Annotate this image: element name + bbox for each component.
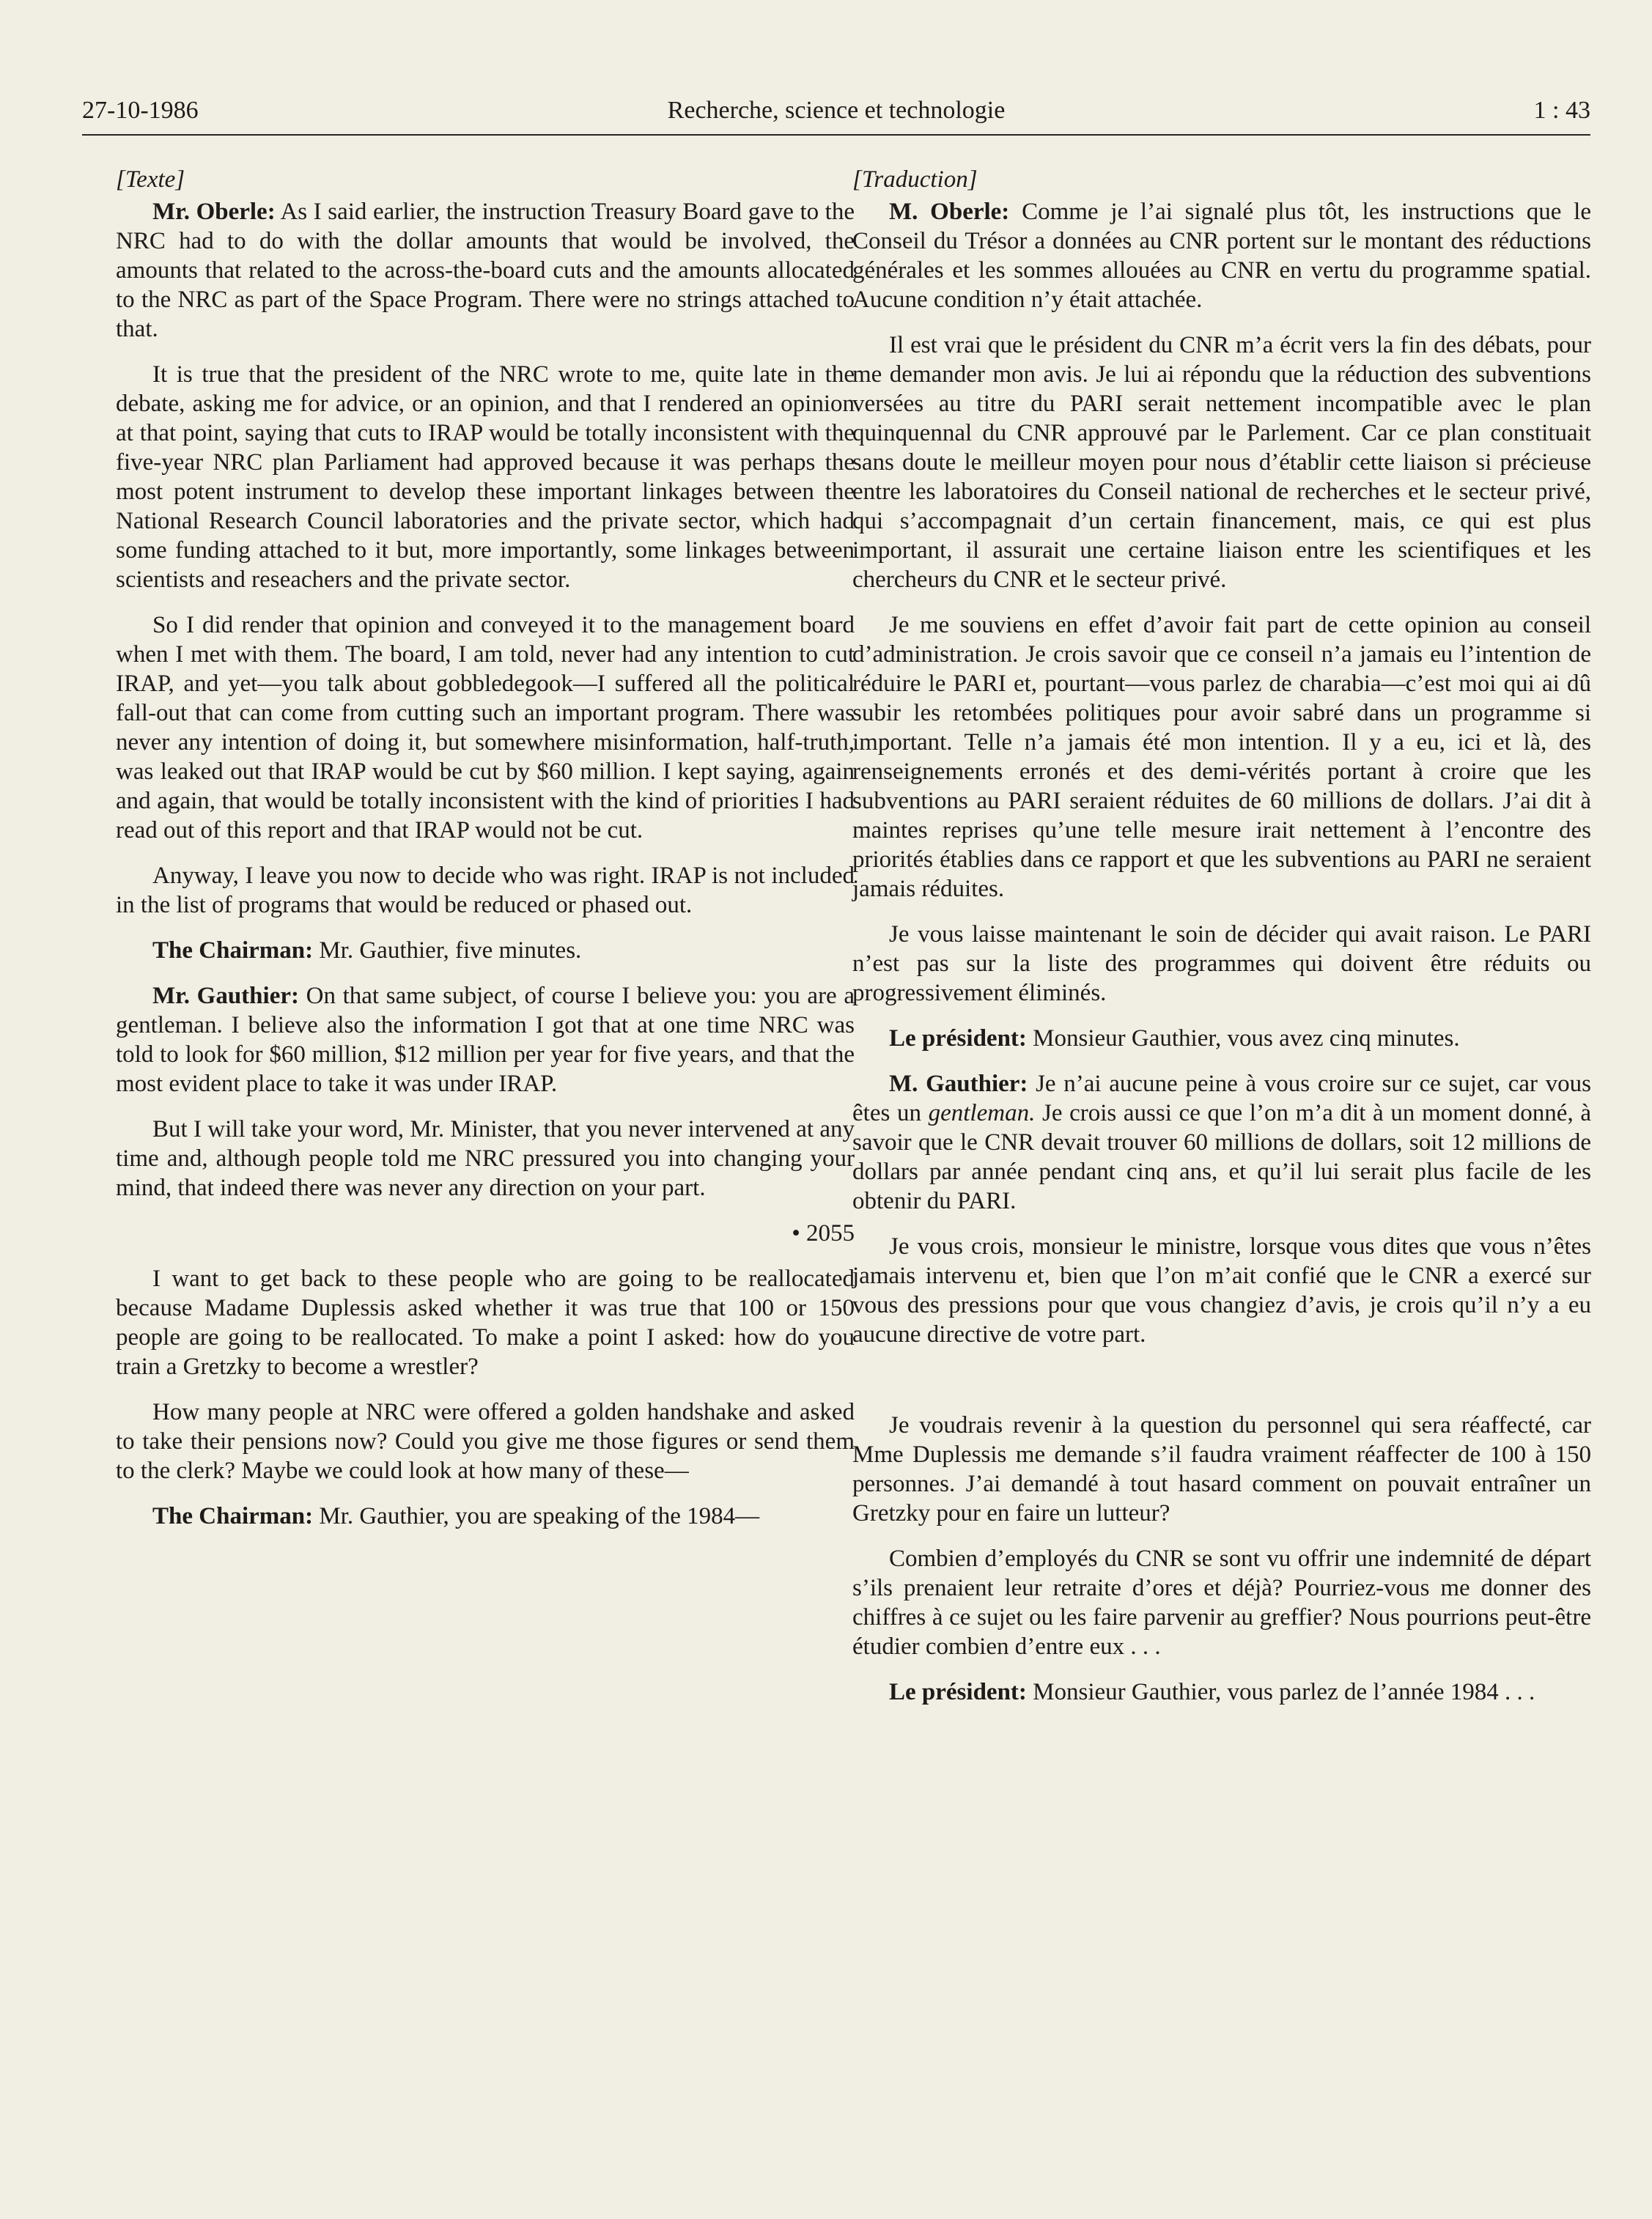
speaker-name: M. Gauthier: [889,1071,1028,1097]
speech-text: Monsieur Gauthier, vous parlez de l’année 1984 . . . [1026,1679,1535,1705]
speaker-name: Mr. Gauthier: [152,983,299,1009]
paragraph: Il est vrai que le président du CNR m’a écrit vers la fin des débats, pour me demander mon avis. Je lui ai répondu que la réduction des subventions versées au titre du PARI serait nettement incompatible avec le plan quinquennal du CNR approuvé par le Parlement. Car ce plan constituait sans doute le meilleur moyen pour nous d’établir cette liaison si précieuse entre les laboratoires du Conseil national de recherches et le secteur privé, qui s’accompagnait d’un certain financement, mais, ce qui est plus important, il assurait une certaine liaison entre les scientifiques et les chercheurs du CNR et le secteur privé. [852,332,1591,593]
speech-text: Je n’ai aucune peine à vous croire sur ce sujet, car vous êtes un [852,1071,1591,1126]
text-tag: [Texte] [116,166,185,193]
paragraph: Je vous crois, monsieur le ministre, lorsque vous dites que vous n’êtes jamais intervenu et, bien que l’on m’ait confié que le CNR a exercé sur vous des pressions pour que vous changiez d’avis, je crois qu’il n’y a eu aucune directive de votre part. [852,1233,1591,1348]
paragraph [852,197,1591,314]
speech-text: Comme je l’ai signalé plus tôt, les instructions que le Conseil du Trésor a données au CNR portent sur le montant des réductions générales et les sommes allouées au CNR en vertu du programme spatial. Aucune condition n’y était attachée. [852,199,1591,313]
paragraph [116,981,855,1099]
header-rule [82,134,1590,136]
speech-text: Mr. Gauthier, five minutes. [313,937,582,964]
paragraph: It is true that the president of the NRC wrote to me, quite late in the debate, asking me for advice, or an opinion, and that I rendered an opinion at that point, saying that cuts to IRAP would be totally inconsistent with the five-year NRC plan Parliament had approved because it was perhaps the most potent instrument to develop these important linkages between the National Research Council laboratories and the private sector, which had some funding attached to it but, more importantly, some linkages between scientists and reseachers and the private sector. [116,361,855,593]
speech-text: On that same subject, of course I believe you: you are a gentleman. I believe also the information I got that at one time NRC was told to look for $60 million, $12 million per year for five years, and that the most evident place to take it was under IRAP. [116,983,855,1097]
speech-text: Mr. Gauthier, you are speaking of the 1984— [313,1503,760,1529]
speech-text: As I said earlier, the instruction Treasury Board gave to the NRC had to do with the dollar amounts that would be involved, the amounts that related to the across-the-board cuts and the amounts allocated to the NRC as part of the Space Program. There were no strings attached to that. [116,199,855,342]
time-marker: • 2055 [792,1220,855,1247]
paragraph [116,197,855,344]
paragraph: So I did render that opinion and conveyed it to the management board when I met with them. The board, I am told, never had any intention to cut IRAP, and yet—you talk about gobbledegook—I suffered all the political fall-out that can come from cutting such an important program. There was never any intention of doing it, but somewhere misinformation, half-truth, was leaked out that IRAP would be cut by $60 million. I kept saying, again and again, that would be totally inconsistent with the kind of priorities I had read out of this report and that IRAP would not be cut. [116,612,855,843]
paragraph [852,1024,1591,1053]
paragraph [116,1502,855,1531]
paragraph: Je vous laisse maintenant le soin de décider qui avait raison. Le PARI n’est pas sur la liste des programmes qui doivent être réduits ou progressivement éliminés. [852,921,1591,1006]
paragraph [852,1677,1591,1707]
page-header [82,91,1590,135]
header-page-number: 1 : 43 [1533,97,1590,124]
speaker-name: The Chairman: [152,1503,314,1529]
paragraph: Combien d’employés du CNR se sont vu offrir une indemnité de départ s’ils prenaient leur retraite d’ores et déjà? Pourriez-vous me donner des chiffres à ce sujet ou les faire parvenir au greffier? Nous pourrions peut-être étudier combien d’entre eux . . . [852,1546,1591,1660]
translation-tag: [Traduction] [852,166,978,193]
paragraph [852,1069,1591,1216]
paragraph [116,936,855,965]
speaker-name: Le président: [889,1025,1027,1052]
english-column [116,165,855,1547]
speaker-name: The Chairman: [152,937,314,964]
header-title: Recherche, science et technologie [667,97,1006,124]
paragraph: Je voudrais revenir à la question du personnel qui sera réaffecté, car Mme Duplessis me demande s’il faudra vraiment réaffecter de 100 à 150 personnes. J’ai demandé à tout hasard comment on pouvait entraîner un Gretzky pour en faire un lutteur? [852,1412,1591,1526]
speaker-name: M. Oberle: [889,199,1010,225]
paragraph: Je me souviens en effet d’avoir fait part de cette opinion au conseil d’administration. Je crois savoir que ce conseil n’a jamais eu l’intention de réduire le PARI et, pourtant—vous parlez de charabia—c’est moi qui ai dû subir les retombées politiques pour avoir sabré dans un programme si important. Telle n’a jamais été mon intention. Il y a eu, ici et là, des renseignements erronés et des demi-vérités portant à croire que les subventions au PARI seraient réduites de 60 millions de dollars. J’ai dit à maintes reprises qu’une telle mesure irait nettement à l’encontre des priorités établies dans ce rapport et que les subventions au PARI ne seraient jamais réduites. [852,612,1591,902]
paragraph: I want to get back to these people who are going to be reallocated because Madame Duplessis asked whether it was true that 100 or 150 people are going to be reallocated. To make a point I asked: how do you train a Gretzky to become a wrestler? [116,1266,855,1380]
header-date: 27-10-1986 [82,97,199,124]
speech-text: Je crois aussi ce que l’on m’a dit à un moment donné, à savoir que le CNR devait trouver 60 millions de dollars, soit 12 millions de dollars par année pendant cinq ans, et qu’il lui serait plus facile de les obtenir du PARI. [852,1100,1591,1214]
paragraph: Anyway, I leave you now to decide who was right. IRAP is not included in the list of programs that would be reduced or phased out. [116,863,855,918]
paragraph: But I will take your word, Mr. Minister, that you never intervened at any time and, although people told me NRC pressured you into changing your mind, that indeed there was never any direction on your part. [116,1116,855,1201]
paragraph: How many people at NRC were offered a golden handshake and asked to take their pensions now? Could you give me those figures or send them to the clerk? Maybe we could look at how many of these— [116,1399,855,1484]
speech-text: Monsieur Gauthier, vous avez cinq minutes. [1026,1025,1460,1052]
speaker-name: Mr. Oberle: [152,199,276,225]
french-column [852,165,1591,1723]
spacer [852,1365,1591,1411]
emphasis-text: gentleman. [928,1100,1036,1126]
speaker-name: Le président: [889,1679,1027,1705]
